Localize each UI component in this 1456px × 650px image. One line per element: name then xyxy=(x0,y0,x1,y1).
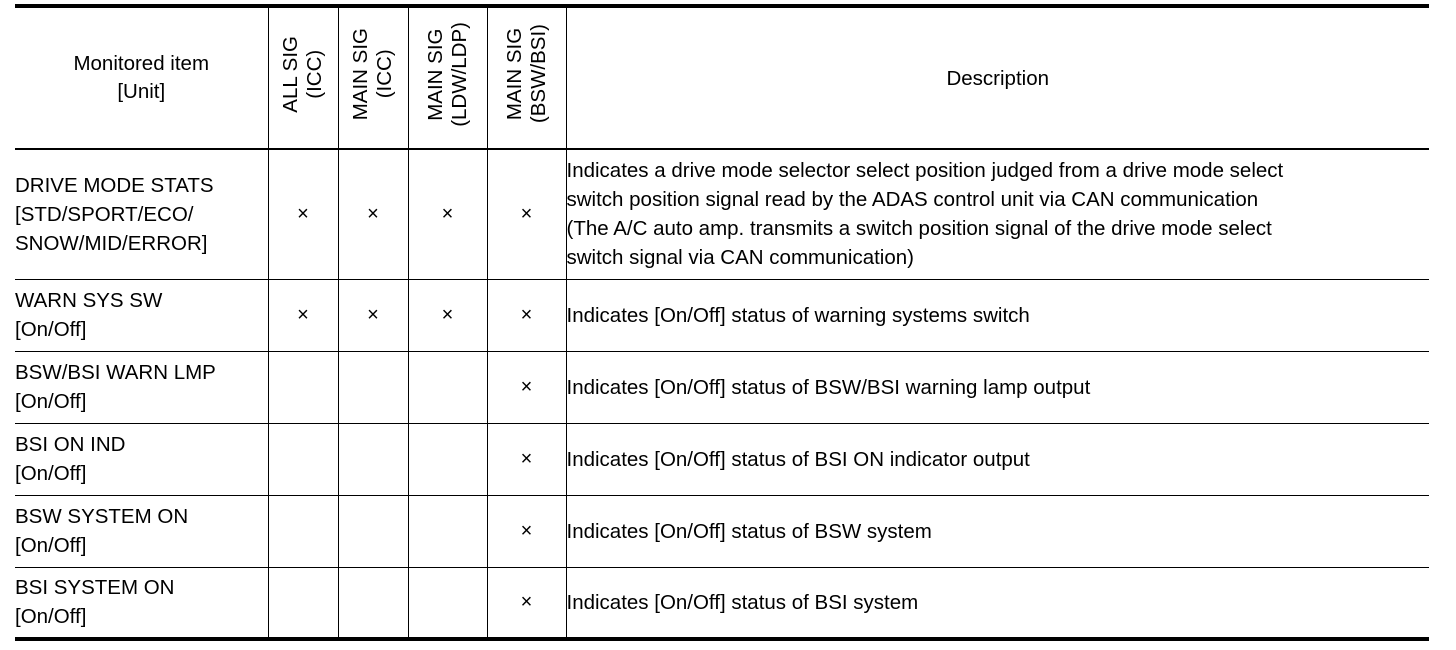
header-all-sig-icc xyxy=(268,6,338,149)
mark-main-sig-ldw-ldp xyxy=(408,351,487,423)
mark-main-sig-icc xyxy=(338,567,408,639)
header-main-sig-bsw-bsi xyxy=(487,6,566,149)
item-line: [On/Off] xyxy=(15,462,87,485)
item-line: BSI SYSTEM ON xyxy=(15,576,175,600)
mark-main-sig-icc: × xyxy=(338,149,408,279)
header-main-sig-ldw-ldp xyxy=(408,6,487,149)
monitored-item-cell xyxy=(15,149,268,279)
header-sig-line: ALL SIG xyxy=(279,35,302,113)
header-description: Description xyxy=(566,6,1429,149)
description-line: Indicates [On/Off] status of BSI system xyxy=(566,590,919,614)
monitored-items-table xyxy=(15,4,1429,641)
item-line: BSW SYSTEM ON xyxy=(15,505,189,528)
item-line: BSW/BSI WARN LMP xyxy=(15,361,216,384)
mark-main-sig-ldw-ldp: × xyxy=(408,279,487,351)
description-line: switch signal via CAN communication) xyxy=(566,246,914,270)
header-item-line: Monitored item xyxy=(73,52,210,75)
header-sig-line: MAIN SIG xyxy=(423,27,447,121)
header-sig-line: (ICC) xyxy=(373,49,396,99)
mark-main-sig-icc xyxy=(338,351,408,423)
description-line: (The A/C auto amp. transmits a switch position signal of the drive mode select xyxy=(566,217,1272,241)
header-unit-line: [Unit] xyxy=(117,80,166,103)
mark-all-sig-icc xyxy=(268,495,338,567)
item-line: SNOW/MID/ERROR] xyxy=(15,231,208,255)
header-sig-line: MAIN SIG xyxy=(502,27,526,121)
item-line: [On/Off] xyxy=(15,534,87,557)
mark-main-sig-bsw-bsi: × xyxy=(487,149,566,279)
description-line: Indicates [On/Off] status of BSW system xyxy=(566,519,932,543)
item-line: [STD/SPORT/ECO/ xyxy=(15,202,194,226)
mark-all-sig-icc: × xyxy=(268,279,338,351)
description-cell xyxy=(566,567,1429,639)
header-sig-line: MAIN SIG xyxy=(349,27,372,121)
description-cell xyxy=(566,423,1429,495)
mark-main-sig-icc: × xyxy=(338,279,408,351)
mark-main-sig-icc xyxy=(338,423,408,495)
description-cell xyxy=(566,149,1429,279)
mark-main-sig-ldw-ldp xyxy=(408,567,487,639)
header-sig-line: (LDW/LDP) xyxy=(447,21,471,127)
item-line: DRIVE MODE STATS xyxy=(15,173,214,197)
item-line: [On/Off] xyxy=(15,390,87,413)
mark-main-sig-bsw-bsi: × xyxy=(487,567,566,639)
mark-main-sig-bsw-bsi: × xyxy=(487,351,566,423)
mark-main-sig-ldw-ldp xyxy=(408,423,487,495)
description-line: Indicates [On/Off] status of warning systems switch xyxy=(566,303,1030,327)
description-line: switch position signal read by the ADAS control unit via CAN communication xyxy=(566,188,1259,212)
mark-all-sig-icc xyxy=(268,567,338,639)
monitored-item-cell xyxy=(15,279,268,351)
mark-main-sig-ldw-ldp: × xyxy=(408,149,487,279)
header-sig-line: (ICC) xyxy=(303,49,326,99)
item-line: BSI ON IND xyxy=(15,433,126,456)
table-row xyxy=(15,423,1429,495)
monitored-item-cell xyxy=(15,567,268,639)
monitored-item-cell xyxy=(15,495,268,567)
mark-all-sig-icc xyxy=(268,351,338,423)
table-row xyxy=(15,495,1429,567)
mark-main-sig-icc xyxy=(338,495,408,567)
description-cell xyxy=(566,495,1429,567)
header-sig-line: (BSW/BSI) xyxy=(526,24,550,124)
monitored-item-cell xyxy=(15,423,268,495)
monitored-item-cell xyxy=(15,351,268,423)
mark-all-sig-icc xyxy=(268,423,338,495)
mark-main-sig-bsw-bsi: × xyxy=(487,279,566,351)
description-line: Indicates [On/Off] status of BSW/BSI warning lamp output xyxy=(566,375,1091,399)
mark-all-sig-icc: × xyxy=(268,149,338,279)
header-main-sig-icc xyxy=(338,6,408,149)
table-row xyxy=(15,351,1429,423)
header-monitored-item xyxy=(15,6,268,149)
table-row xyxy=(15,567,1429,639)
mark-main-sig-ldw-ldp xyxy=(408,495,487,567)
table-row xyxy=(15,149,1429,279)
item-line: WARN SYS SW xyxy=(15,289,163,312)
item-line: [On/Off] xyxy=(15,318,87,341)
description-cell xyxy=(566,351,1429,423)
description-line: Indicates [On/Off] status of BSI ON indicator output xyxy=(566,447,1030,471)
table-row xyxy=(15,279,1429,351)
mark-main-sig-bsw-bsi: × xyxy=(487,495,566,567)
description-cell xyxy=(566,279,1429,351)
mark-main-sig-bsw-bsi: × xyxy=(487,423,566,495)
header-row xyxy=(15,6,1429,149)
item-line: [On/Off] xyxy=(15,605,87,629)
description-line: Indicates a drive mode selector select position judged from a drive mode select xyxy=(566,159,1284,183)
